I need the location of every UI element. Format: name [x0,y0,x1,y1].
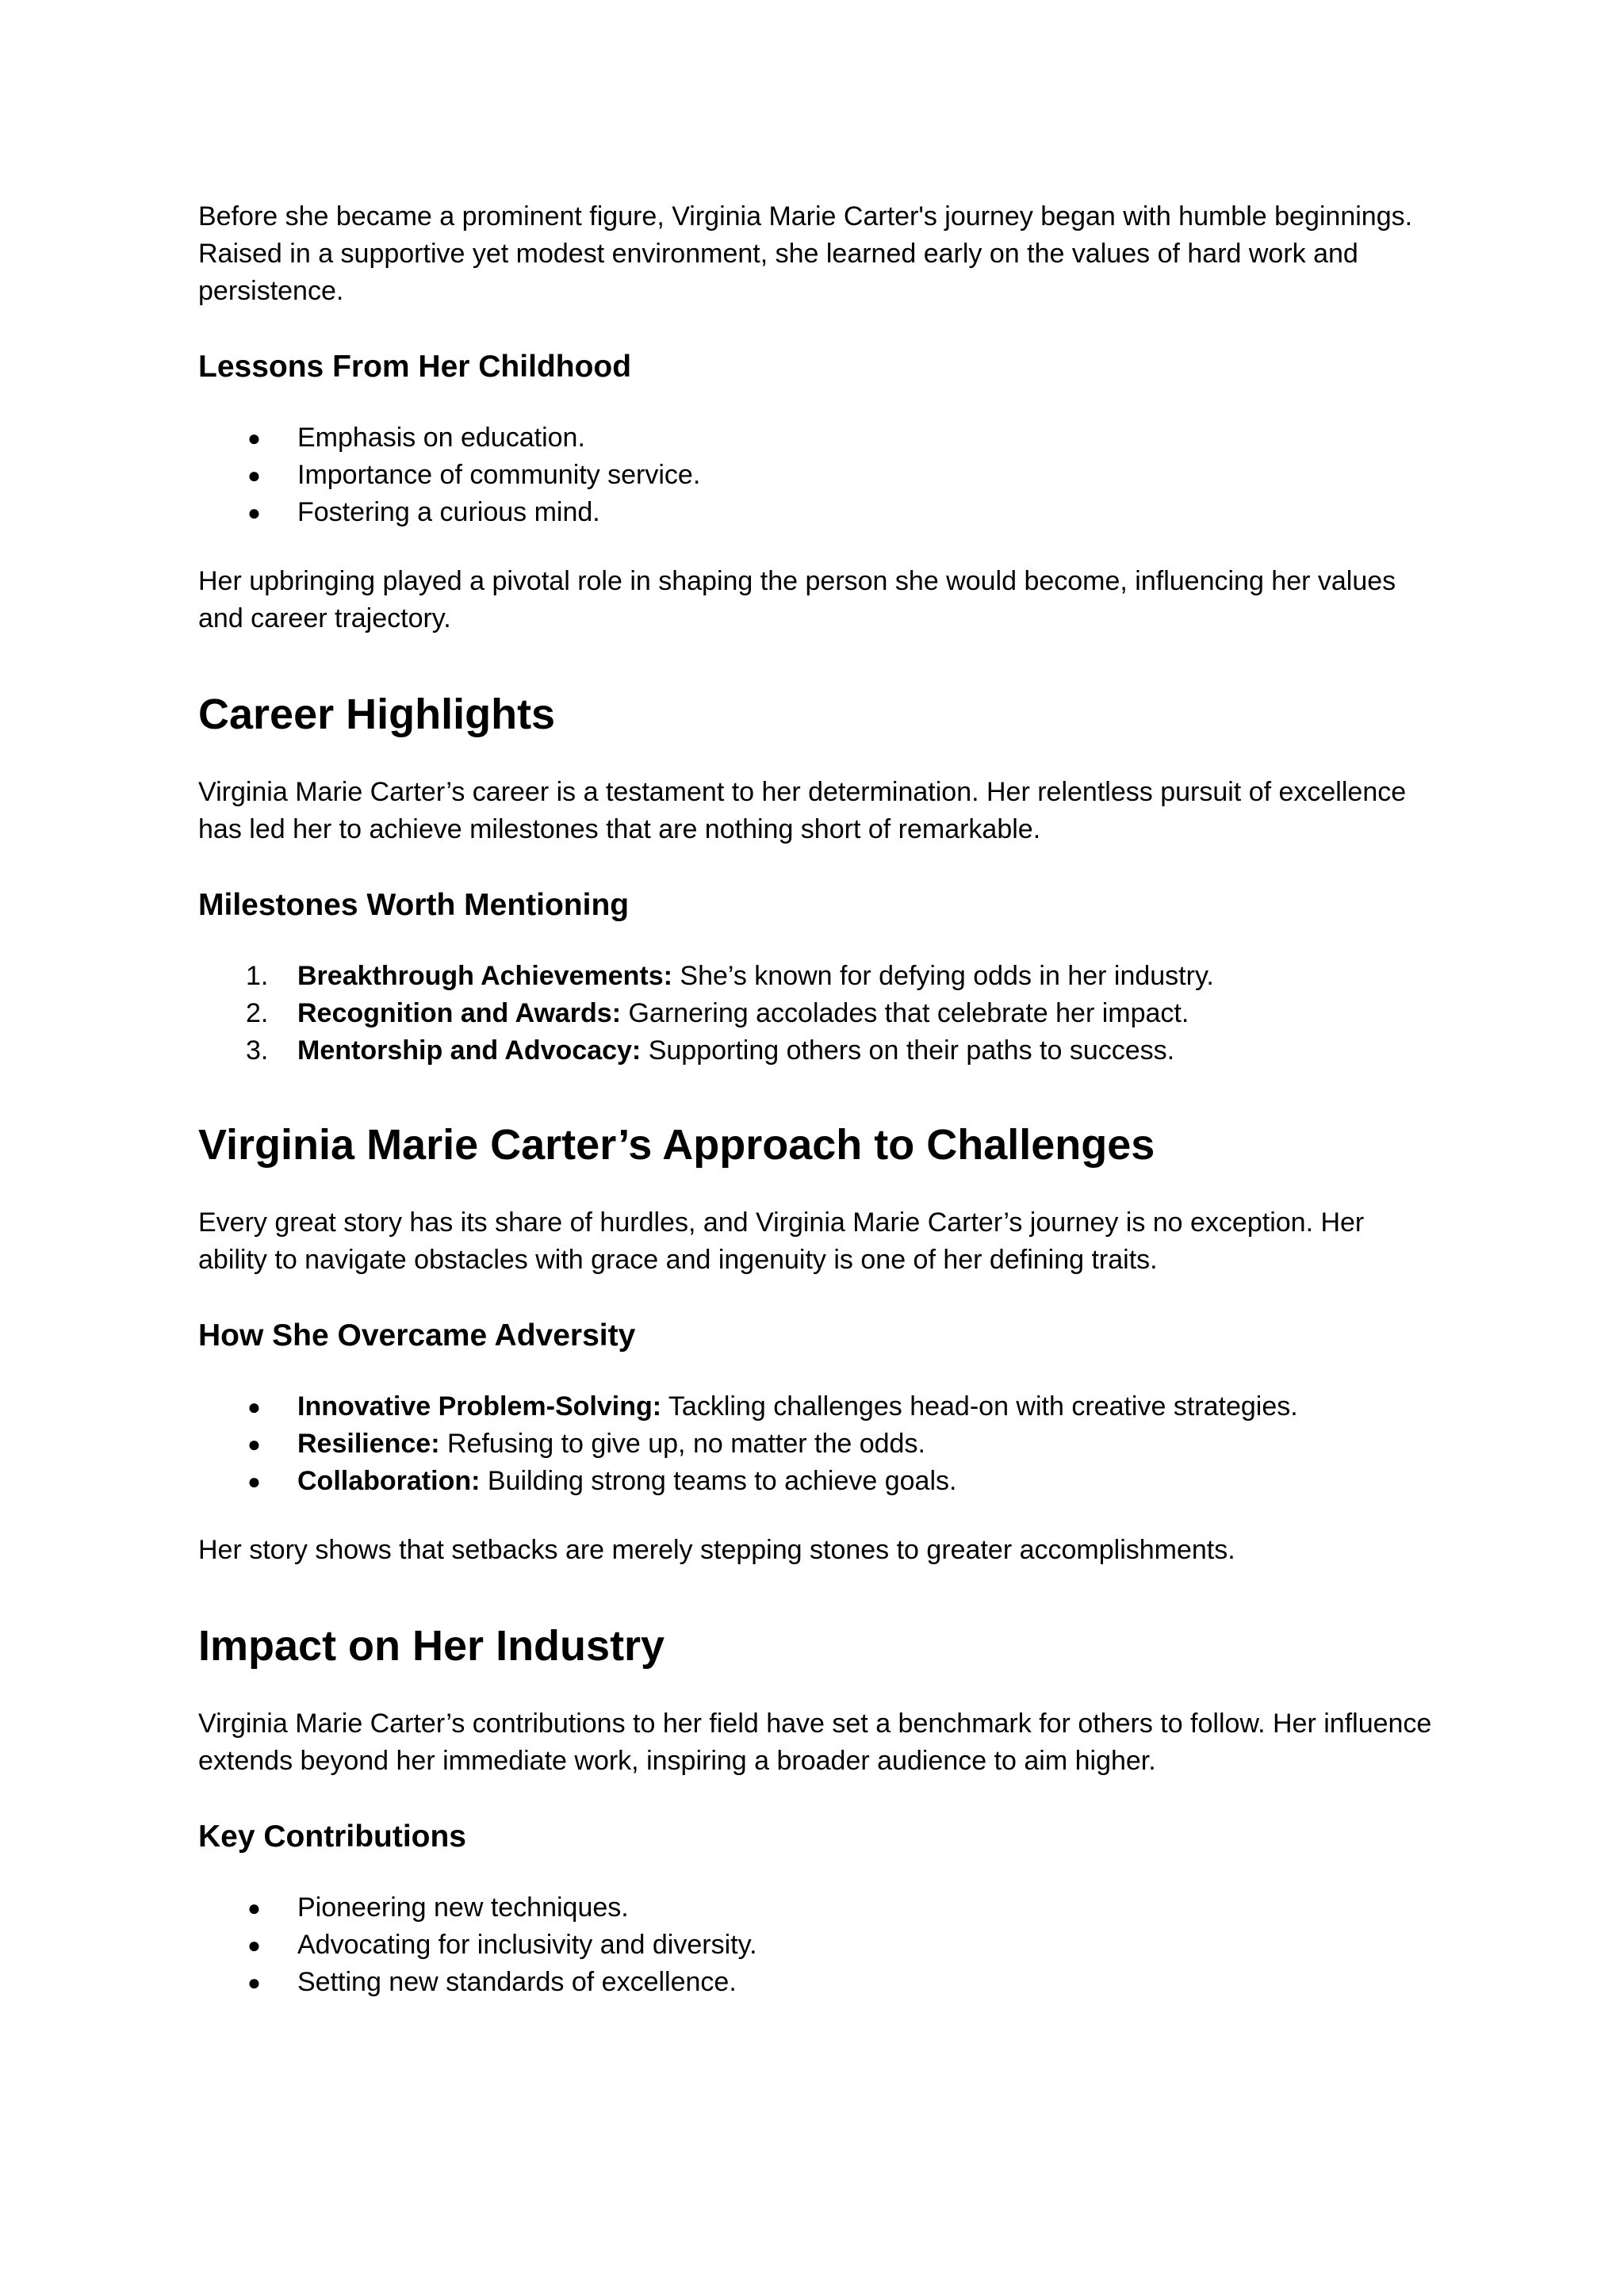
list-item: 3. Mentorship and Advocacy: Supporting others on their paths to success. [198,1032,1435,1070]
list-item: ● Fostering a curious mind. [198,494,1435,531]
list-item: ● Emphasis on education. [198,419,1435,457]
contributions-list [198,1889,1435,2001]
contributions-heading: Key Contributions [198,1820,466,1854]
list-item: 1. Breakthrough Achievements: She’s known for defying odds in her industry. [198,958,1435,995]
childhood-closing: Her upbringing played a pivotal role in shaping the person she would become, influencing her values and career trajectory. [198,566,1396,633]
list-item: ● Pioneering new techniques. [198,1889,1435,1927]
list-item: ● Advocating for inclusivity and diversity. [198,1927,1435,1964]
list-number: 1. [246,961,269,991]
list-item: ● Setting new standards of excellence. [198,1964,1435,2001]
list-item: ● Collaboration: Building strong teams to achieve goals. [198,1463,1435,1500]
list-item: ● Resilience: Refusing to give up, no matter the odds. [198,1425,1435,1463]
list-item: ● Importance of community service. [198,457,1435,494]
bullet-icon: ● [247,1933,261,1957]
challenges-closing: Her story shows that setbacks are merely stepping stones to greater accomplishments. [198,1535,1235,1565]
childhood-heading: Lessons From Her Childhood [198,350,632,384]
career-heading: Career Highlights [198,691,556,738]
impact-heading: Impact on Her Industry [198,1622,665,1670]
bullet-icon: ● [247,500,261,525]
bullet-icon: ● [247,1469,261,1494]
career-paragraph: Virginia Marie Carter’s career is a testament to her determination. Her relentless pursuit of excellence has led her to achieve milestones that are nothing short of remarkable. [198,777,1407,844]
adversity-heading: How She Overcame Adversity [198,1318,636,1353]
bullet-icon: ● [247,1432,261,1456]
list-item: 2. Recognition and Awards: Garnering accolades that celebrate her impact. [198,995,1435,1032]
milestones-list [198,958,1435,1070]
list-number: 3. [246,1035,269,1066]
bullet-icon: ● [247,1896,261,1920]
intro-paragraph: Before she became a prominent figure, Virginia Marie Carter's journey began with humble beginnings. Raised in a supportive yet modest environment, she learned early on the values of hard work and persistence. [198,201,1413,306]
impact-paragraph: Virginia Marie Carter’s contributions to her field have set a benchmark for others to follow. Her influence extends beyond her immediate work, inspiring a broader audience to aim higher. [198,1709,1432,1776]
document-page [198,198,1435,2001]
bullet-icon: ● [247,426,261,450]
milestones-heading: Milestones Worth Mentioning [198,888,630,922]
childhood-list [198,419,1435,531]
list-item: ● Innovative Problem-Solving: Tackling challenges head-on with creative strategies. [198,1388,1435,1425]
adversity-list [198,1388,1435,1500]
list-number: 2. [246,998,269,1028]
bullet-icon: ● [247,463,261,488]
bullet-icon: ● [247,1970,261,1995]
bullet-icon: ● [247,1395,261,1419]
challenges-heading: Virginia Marie Carter’s Approach to Challenges [198,1121,1155,1169]
challenges-paragraph: Every great story has its share of hurdles, and Virginia Marie Carter’s journey is no exception. Her ability to navigate obstacles with grace and ingenuity is one of her defining traits. [198,1207,1365,1275]
